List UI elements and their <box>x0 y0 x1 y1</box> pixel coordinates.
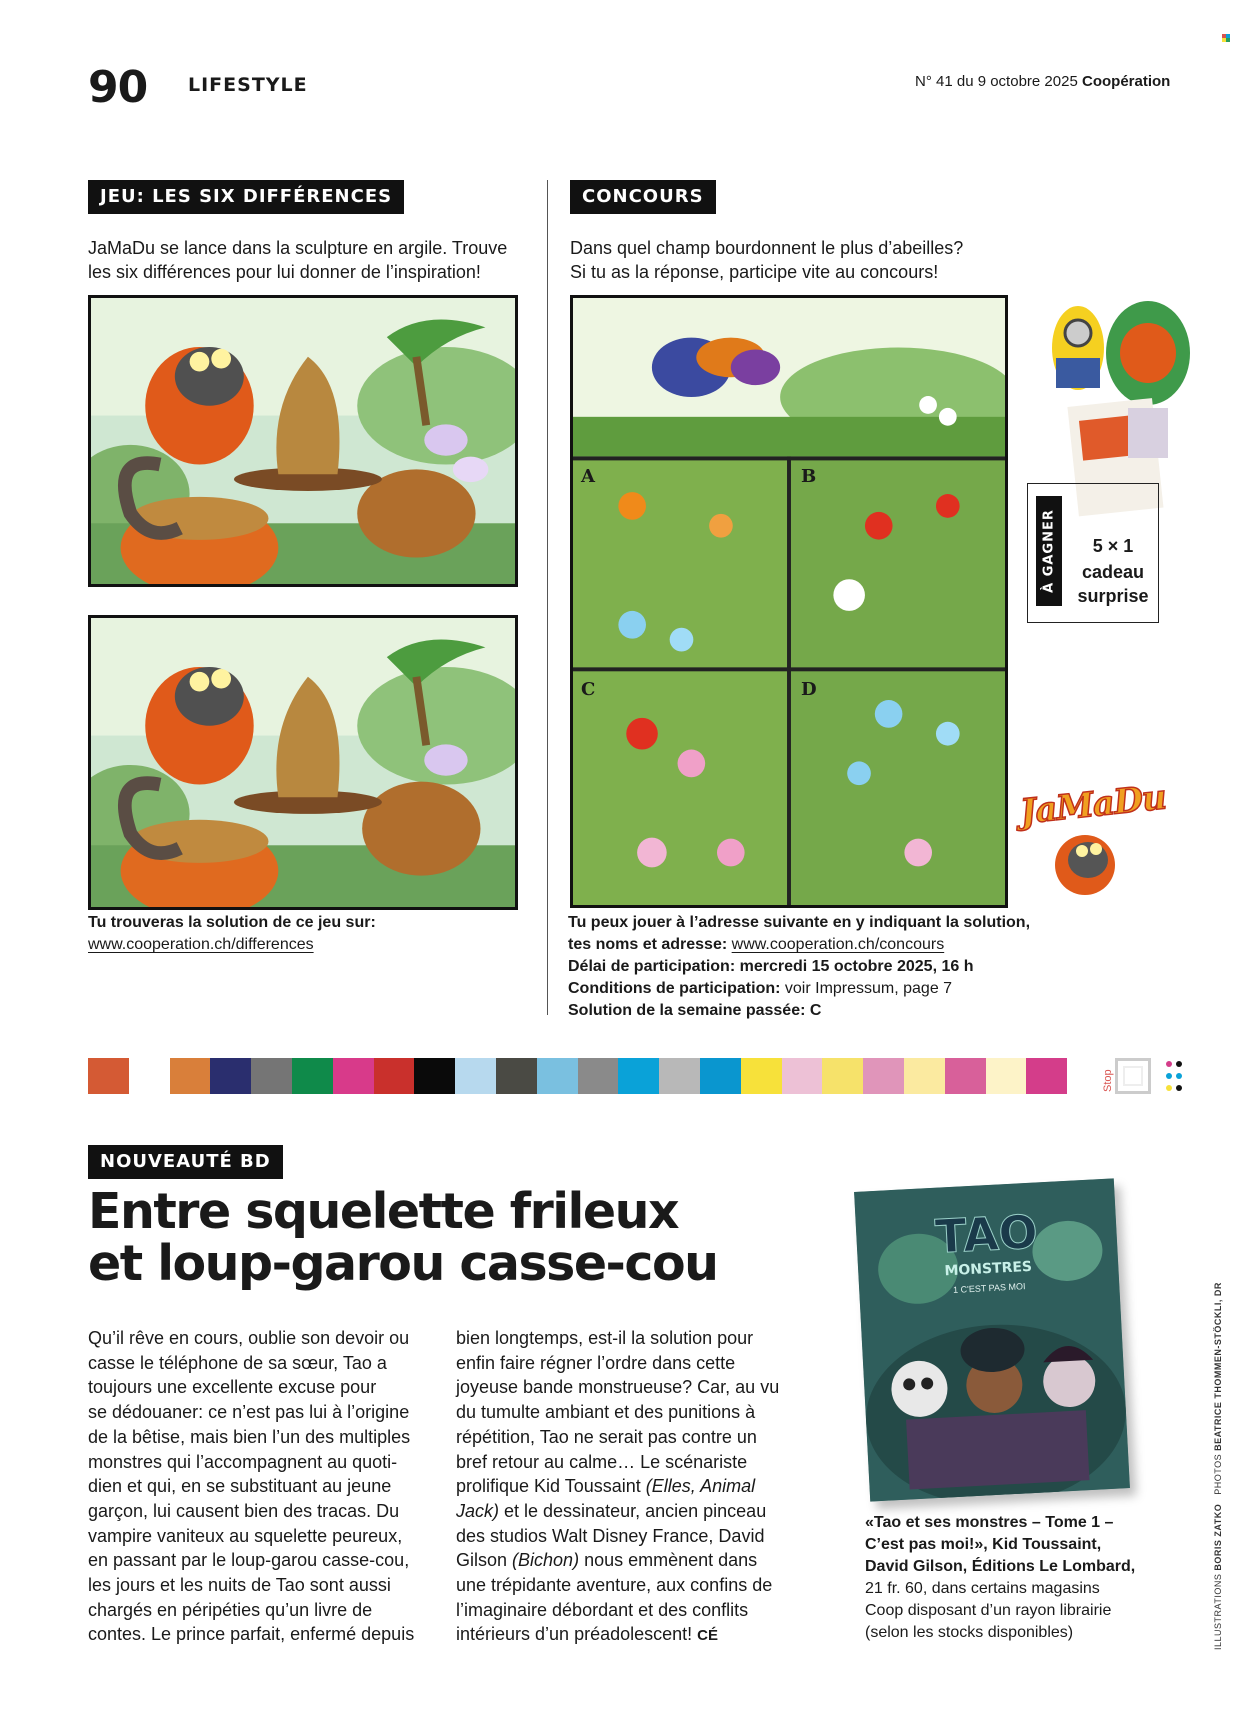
color-swatch <box>822 1058 863 1094</box>
jamadu-logo: JaMaDu <box>1018 777 1168 833</box>
color-swatch <box>333 1058 374 1094</box>
headline-line: et loup-garou casse-cou <box>88 1235 718 1292</box>
article-column-1 <box>88 1326 443 1647</box>
color-swatch <box>700 1058 741 1094</box>
body-line: une trépidante aventure, aux confins de <box>456 1575 773 1596</box>
body-line <box>456 1474 816 1499</box>
contest-question-line: Si tu as la réponse, participe vite au concours! <box>570 262 939 282</box>
color-swatch <box>659 1058 700 1094</box>
body-line: dien et qui, en se substituant au jeune <box>88 1476 392 1497</box>
option-a-label: A <box>581 466 595 487</box>
prize-line: cadeau <box>1081 562 1145 582</box>
body-italic: Jack) <box>456 1500 500 1521</box>
color-swatch <box>986 1058 1027 1094</box>
body-line: joyeuse bande monstrueuse? Car, au vu <box>456 1377 780 1398</box>
body-line: casse le téléphone de sa sœur, Tao a <box>88 1352 387 1373</box>
photos-name: BEATRICE THOMMEN-STÖCKLI, DR <box>1213 1282 1223 1451</box>
body-text: prolifique Kid Toussaint <box>456 1476 646 1497</box>
game-intro-line: les six différences pour lui donner de l’inspiration! <box>88 262 481 282</box>
body-text: Gilson <box>456 1550 513 1571</box>
color-swatch <box>904 1058 945 1094</box>
body-italic: (Bichon) <box>512 1550 580 1571</box>
body-line: des studios Walt Disney France, David <box>456 1525 765 1546</box>
jamadu-mascot <box>1018 777 1190 900</box>
issue-date: N° 41 du 9 octobre 2025 <box>915 73 1078 90</box>
body-line: contes. Le prince parfait, enfermé depuis <box>88 1624 415 1645</box>
differences-picture-modified <box>88 615 518 910</box>
contest-question <box>570 236 963 284</box>
body-line <box>456 1622 816 1649</box>
body-line: vampire vaniteux au squelette peureux, <box>88 1525 403 1546</box>
prize-line: surprise <box>1077 586 1149 606</box>
color-swatch <box>782 1058 823 1094</box>
book-title-line: «Tao et ses monstres – Tome 1 – <box>865 1514 1114 1531</box>
color-swatch <box>496 1058 537 1094</box>
play-line-bold: tes noms et adresse: <box>568 936 728 953</box>
color-swatch <box>292 1058 333 1094</box>
illustrations-label: ILLUSTRATIONS <box>1213 1573 1223 1650</box>
solution-link[interactable]: www.cooperation.ch/differences <box>88 936 314 953</box>
contest-info <box>568 912 1038 1022</box>
color-calibration-bar <box>88 1058 1067 1094</box>
brand-name: Coopération <box>1082 73 1171 90</box>
differences-picture-original <box>88 295 518 587</box>
body-line <box>456 1548 816 1573</box>
body-line: enfin faire régner l’ordre dans cette <box>456 1352 736 1373</box>
photos-label: PHOTOS <box>1213 1453 1223 1495</box>
book-title-line: C’est pas moi!», Kid Toussaint, <box>865 1536 1102 1553</box>
game-intro <box>88 236 507 284</box>
cover-tome: 1 C'EST PAS MOI <box>952 1281 1026 1295</box>
body-line: toujours une excellente excuse pour <box>88 1377 377 1398</box>
color-swatch <box>578 1058 619 1094</box>
color-swatch <box>414 1058 455 1094</box>
body-line: répétition, Tao ne serait pas contre un <box>456 1426 757 1447</box>
game-intro-line: JaMaDu se lance dans la sculpture en argile. Trouve <box>88 238 508 258</box>
conditions-label: Conditions de participation: <box>568 980 781 997</box>
contest-picture <box>570 295 1008 908</box>
prize-label-bar <box>1036 496 1062 606</box>
article-headline <box>88 1183 718 1292</box>
option-d-label: D <box>801 679 817 700</box>
article-column-2 <box>456 1326 816 1649</box>
stop-label: Stop <box>1102 1069 1114 1092</box>
solution-text: Tu trouveras la solution de ce jeu sur: <box>88 914 376 931</box>
play-line: Tu peux jouer à l’adresse suivante en y indiquant la solution, <box>568 914 1031 931</box>
color-swatch <box>251 1058 292 1094</box>
body-line: Qu’il rêve en cours, oublie son devoir ou <box>88 1328 410 1348</box>
color-swatch <box>1026 1058 1067 1094</box>
color-swatch <box>863 1058 904 1094</box>
option-c-label: C <box>581 679 596 700</box>
book-cover <box>854 1178 1130 1501</box>
book-caption <box>865 1512 1140 1644</box>
contest-link[interactable]: www.cooperation.ch/concours <box>731 936 945 953</box>
body-line: l’imaginaire débordant et des conflits <box>456 1599 749 1620</box>
deadline: Délai de participation: mercredi 15 octobre 2025, 16 h <box>568 958 974 975</box>
cover-title: TAO <box>933 1204 1040 1264</box>
option-b-label: B <box>801 466 817 487</box>
contest-label: CONCOURS <box>570 180 716 214</box>
body-line: bref retour au calme… Le scénariste <box>456 1451 748 1472</box>
color-swatch <box>537 1058 578 1094</box>
page-number: 90 <box>88 62 148 113</box>
stop-square-icon <box>1115 1058 1151 1094</box>
color-swatch <box>945 1058 986 1094</box>
book-price-line: 21 fr. 60, dans certains magasins <box>865 1580 1100 1597</box>
color-swatch <box>374 1058 415 1094</box>
body-line: monstres qui l’accompagnent au quoti- <box>88 1451 398 1472</box>
body-line <box>456 1499 816 1524</box>
contest-scene <box>573 298 1005 905</box>
color-swatch <box>741 1058 782 1094</box>
prize-box <box>1027 483 1159 623</box>
headline-line: Entre squelette frileux <box>88 1183 679 1240</box>
conditions-value: voir Impressum, page 7 <box>784 980 953 997</box>
color-swatch <box>210 1058 251 1094</box>
color-swatch <box>455 1058 496 1094</box>
game-label: JEU: LES SIX DIFFÉRENCES <box>88 180 404 214</box>
body-line: en passant par le loup-garou casse-cou, <box>88 1550 410 1571</box>
prize-description <box>1068 560 1158 608</box>
article-label: NOUVEAUTÉ BD <box>88 1145 283 1179</box>
illustrations-name: BORIS ZATKO <box>1213 1503 1223 1571</box>
contest-question-line: Dans quel champ bourdonnent le plus d’abeilles? <box>570 238 964 258</box>
cover-subtitle: MONSTRES <box>944 1258 1033 1280</box>
section-name: LIFESTYLE <box>188 74 308 96</box>
color-swatch <box>170 1058 211 1094</box>
body-line: chargés en péripéties qu’un livre de <box>88 1599 373 1620</box>
body-line: bien longtemps, est-il la solution pour <box>456 1328 754 1348</box>
color-swatch <box>618 1058 659 1094</box>
book-title-line: David Gilson, Éditions Le Lombard, <box>865 1558 1136 1575</box>
last-solution: Solution de la semaine passée: C <box>568 1002 822 1019</box>
body-line: de la bêtise, mais bien l’un des multiples <box>88 1426 411 1447</box>
body-italic: (Elles, Animal <box>645 1476 756 1497</box>
body-line: du tumulte ambiant et des punitions à <box>456 1402 756 1423</box>
author-signature: CÉ <box>697 1627 719 1645</box>
photo-credits <box>1213 1282 1223 1650</box>
body-text: intérieurs d’un préadolescent! <box>456 1624 693 1645</box>
prize-label: À GAGNER <box>1041 509 1057 593</box>
body-text: nous emmènent dans <box>579 1550 758 1571</box>
column-divider <box>547 180 548 1015</box>
game-solution <box>88 912 376 956</box>
prize-count: 5 × 1 <box>1092 536 1134 556</box>
color-swatch <box>88 1058 129 1094</box>
body-text: et le dessinateur, ancien pinceau <box>499 1500 767 1521</box>
body-line: les jours et les nuits de Tao sont aussi <box>88 1575 391 1596</box>
book-price-line: (selon les stocks disponibles) <box>865 1624 1074 1641</box>
book-price-line: Coop disposant d’un rayon librairie <box>865 1602 1112 1619</box>
body-line: garçon, lui causent bien des tracas. Du <box>88 1500 400 1521</box>
registration-dots-icon <box>1165 1060 1183 1094</box>
body-line: se dédouaner: ce n’est pas lui à l’origine <box>88 1402 410 1423</box>
color-swatch <box>129 1058 170 1094</box>
registration-mark-icon <box>1222 34 1230 42</box>
